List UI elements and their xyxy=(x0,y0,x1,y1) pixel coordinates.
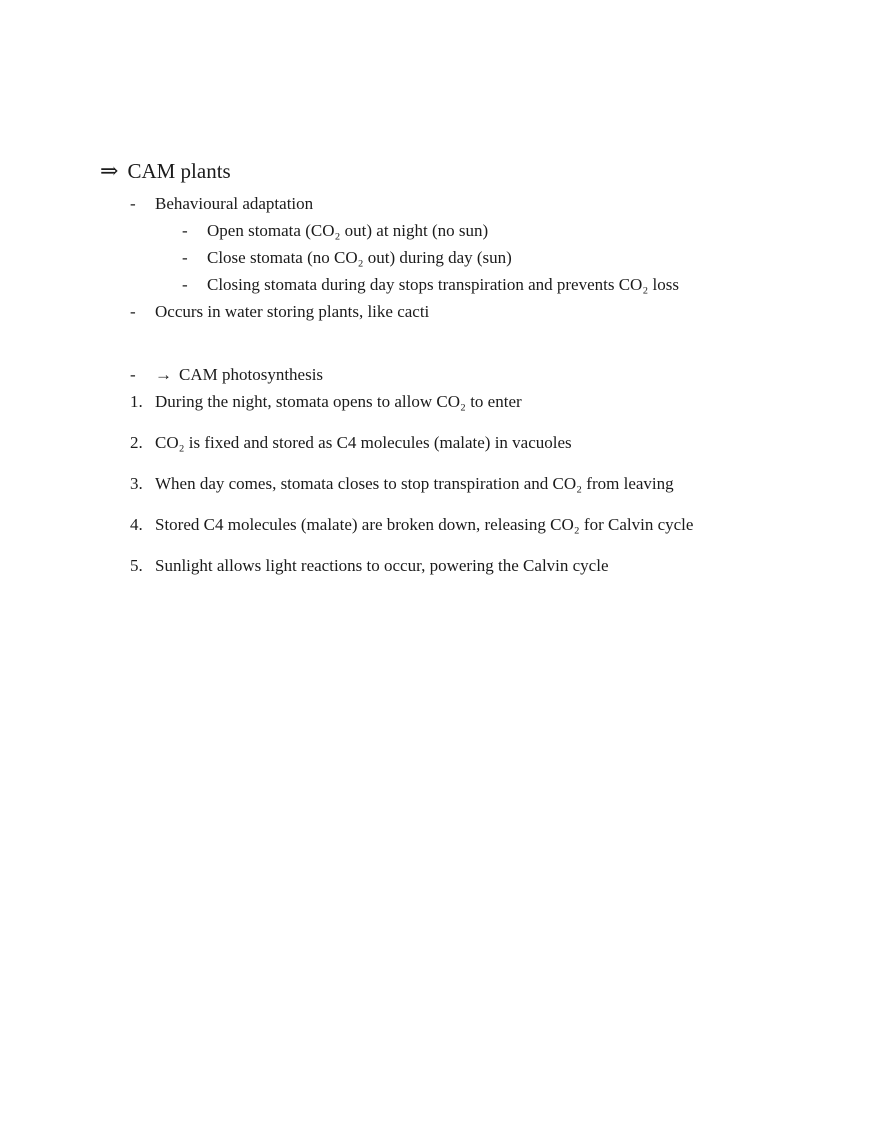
list-item-text: Open stomata (CO₂ out) at night (no sun) xyxy=(207,221,489,240)
numbered-step xyxy=(130,552,800,579)
dash-bullet: - xyxy=(182,221,188,240)
dash-bullet: - xyxy=(130,302,136,321)
list-item-closing-stomata xyxy=(182,271,800,298)
heading-text: CAM plants xyxy=(127,159,231,183)
list-item-text: Closing stomata during day stops transpiration and prevents CO₂ loss xyxy=(207,275,679,294)
dash-bullet: - xyxy=(182,248,188,267)
step-text: Sunlight allows light reactions to occur, powering the Calvin cycle xyxy=(155,556,609,575)
list-item-open-stomata xyxy=(182,217,800,244)
dash-bullet: - xyxy=(130,365,136,384)
list-item-text: Behavioural adaptation xyxy=(155,194,314,213)
step-text: When day comes, stomata closes to stop transpiration and CO₂ from leaving xyxy=(155,474,674,493)
list-item-close-stomata xyxy=(182,244,800,271)
numbered-step xyxy=(130,388,800,415)
list-item-cam-photosynthesis xyxy=(130,361,800,388)
list-item-text: Occurs in water storing plants, like cacti xyxy=(155,302,430,321)
list-item-behavioural-adaptation xyxy=(130,190,800,217)
section-heading xyxy=(100,156,800,186)
list-item-text: Close stomata (no CO₂ out) during day (sun) xyxy=(207,248,512,267)
step-number: 2. xyxy=(130,433,143,452)
list-item-text xyxy=(155,361,323,388)
numbered-step xyxy=(130,470,800,497)
step-number: 4. xyxy=(130,515,143,534)
step-number: 3. xyxy=(130,474,143,493)
step-number: 1. xyxy=(130,392,143,411)
step-text: CO₂ is fixed and stored as C4 molecules (malate) in vacuoles xyxy=(155,433,572,452)
right-arrow-icon: → xyxy=(155,365,172,384)
numbered-steps-list xyxy=(100,388,800,579)
dash-bullet: - xyxy=(130,194,136,213)
cam-photosynthesis-section xyxy=(100,361,800,579)
numbered-step xyxy=(130,429,800,456)
dash-bullet: - xyxy=(182,275,188,294)
step-number: 5. xyxy=(130,556,143,575)
step-text: Stored C4 molecules (malate) are broken down, releasing CO₂ for Calvin cycle xyxy=(155,515,694,534)
cam-photosynthesis-title: CAM photosynthesis xyxy=(179,365,324,384)
double-arrow-marker: ⇒ xyxy=(100,158,119,183)
step-text: During the night, stomata opens to allow CO₂ to enter xyxy=(155,392,522,411)
numbered-step xyxy=(130,511,800,538)
list-item-water-storing xyxy=(130,298,800,325)
